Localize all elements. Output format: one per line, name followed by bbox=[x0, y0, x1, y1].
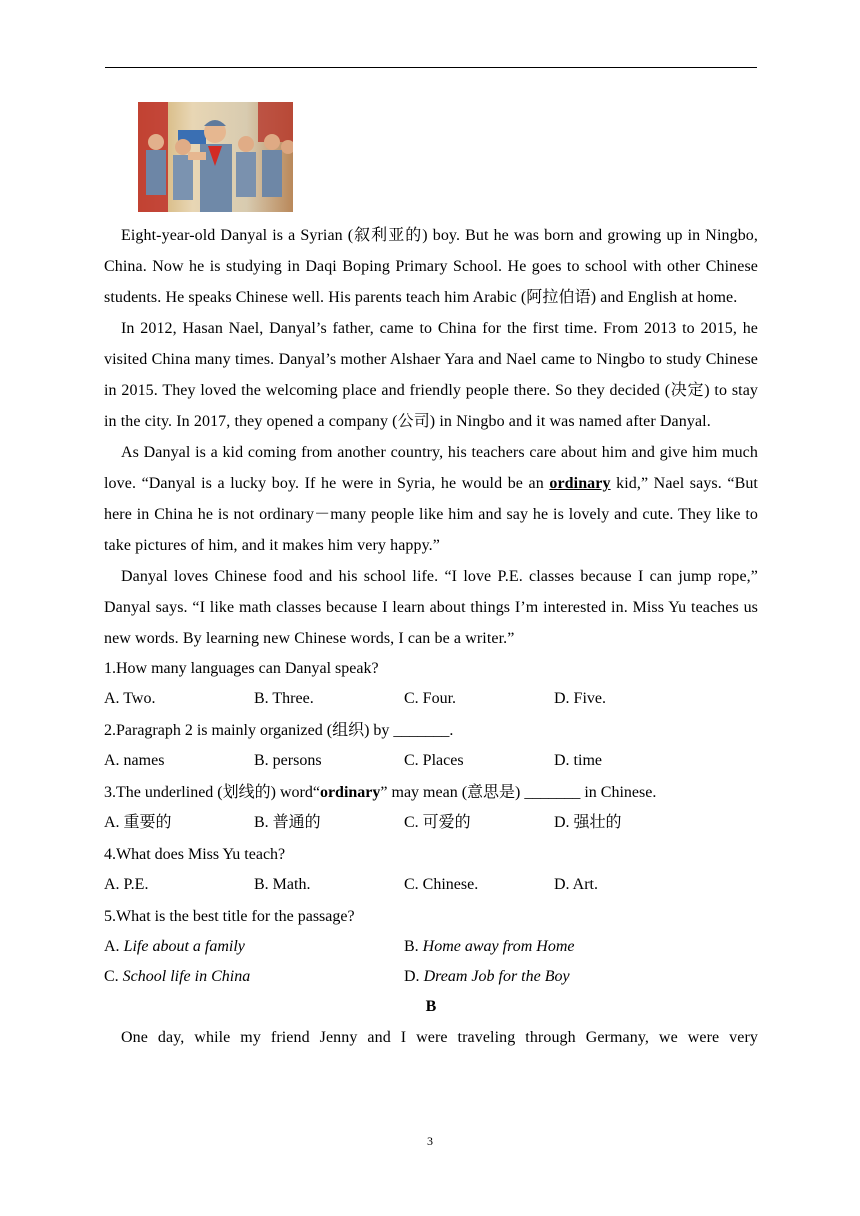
q3-bold-word: ordinary bbox=[319, 784, 381, 801]
q4-option-b: B. Math. bbox=[254, 876, 311, 893]
q5-option-d-letter: D. bbox=[404, 968, 424, 985]
question-3-options bbox=[104, 808, 758, 840]
q5-option-d bbox=[404, 962, 704, 992]
q3-text-before: 3.The underlined (划线的) word“ bbox=[104, 784, 320, 801]
q2-option-a: A. names bbox=[104, 752, 165, 769]
question-2: 2.Paragraph 2 is mainly organized (组织) by _______. bbox=[104, 722, 454, 739]
q1-option-c: C. Four. bbox=[404, 690, 457, 707]
q2-option-d: D. time bbox=[554, 752, 602, 769]
paragraph-3-text-after: kid,” Nael says. “But here in China he is not ordinary－many people like him and say he is lovely and cute. They like to take pictures of him, and it makes him very happy.” bbox=[104, 475, 758, 554]
page-number: 3 bbox=[427, 1134, 433, 1148]
paragraph-2: In 2012, Hasan Nael, Danyal’s father, came to China for the first time. From 2013 to 2015, he visited China many times. Danyal’s mother Alshaer Yara and Nael came to Ningbo to study Chinese in 2015. They loved the welcoming place and friendly people there. So they decided (决定) to stay in the city. In 2017, they opened a company (公司) in Ningbo and it was named after Danyal. bbox=[104, 320, 758, 430]
question-2-options bbox=[104, 746, 758, 778]
q5-option-c-letter: C. bbox=[104, 968, 123, 985]
paragraph-4: Danyal loves Chinese food and his school life. “I love P.E. classes because I can jump rope,” Danyal says. “I like math classes because I learn about things I’m interested in. Miss Yu teaches us new words. By learning new Chinese words, I can be a writer.” bbox=[104, 568, 758, 647]
header-rule bbox=[105, 67, 757, 68]
q3-text-after: ” may mean (意思是) _______ in Chinese. bbox=[380, 784, 657, 801]
paragraph-3 bbox=[104, 437, 758, 561]
q5-option-c bbox=[104, 962, 404, 992]
q1-option-b: B. Three. bbox=[254, 690, 314, 707]
question-5: 5.What is the best title for the passage? bbox=[104, 908, 355, 925]
q3-option-a: A. 重要的 bbox=[104, 814, 172, 831]
q5-option-a-title: Life about a family bbox=[123, 938, 245, 955]
q5-option-a-letter: A. bbox=[104, 938, 124, 955]
q3-option-d: D. 强壮的 bbox=[554, 814, 622, 831]
question-4-options bbox=[104, 870, 758, 902]
q5-option-b bbox=[404, 932, 704, 962]
q1-option-a: A. Two. bbox=[104, 690, 156, 707]
q5-option-a bbox=[104, 932, 404, 962]
q1-option-d: D. Five. bbox=[554, 690, 606, 707]
q5-option-b-letter: B. bbox=[404, 938, 423, 955]
section-b-heading: B bbox=[425, 998, 437, 1015]
q4-option-a: A. P.E. bbox=[104, 876, 149, 893]
q3-option-b: B. 普通的 bbox=[254, 814, 321, 831]
q2-option-b: B. persons bbox=[254, 752, 322, 769]
q4-option-c: C. Chinese. bbox=[404, 876, 479, 893]
q5-option-b-title: Home away from Home bbox=[422, 938, 575, 955]
question-1: 1.How many languages can Danyal speak? bbox=[104, 660, 379, 677]
question-5-options-row-2 bbox=[104, 962, 758, 992]
question-3 bbox=[104, 778, 758, 808]
q3-option-c: C. 可爱的 bbox=[404, 814, 471, 831]
reading-passage-a bbox=[104, 220, 758, 1053]
section-b-paragraph-start: One day, while my friend Jenny and I were traveling through Germany, we were very bbox=[121, 1029, 758, 1046]
paragraph-1: Eight-year-old Danyal is a Syrian (叙利亚的) boy. But he was born and growing up in Ningbo, China. Now he is studying in Daqi Boping Primary School. He goes to school with other Chinese students. He speaks Chinese well. His parents teach him Arabic (阿拉伯语) and English at home. bbox=[104, 227, 758, 306]
question-4: 4.What does Miss Yu teach? bbox=[104, 846, 286, 863]
q5-option-c-title: School life in China bbox=[122, 968, 251, 985]
underlined-word-ordinary: ordinary bbox=[549, 475, 611, 492]
q4-option-d: D. Art. bbox=[554, 876, 598, 893]
question-5-options-row-1 bbox=[104, 932, 758, 962]
question-1-options bbox=[104, 684, 758, 716]
children-performance-photo bbox=[138, 102, 293, 212]
q2-option-c: C. Places bbox=[404, 752, 464, 769]
paragraph-3-text-before: As Danyal is a kid coming from another country, his teachers care about him and give him much love. “Danyal is a lucky boy. If he were in Syria, he would be an bbox=[104, 444, 758, 492]
q5-option-d-title: Dream Job for the Boy bbox=[423, 968, 570, 985]
